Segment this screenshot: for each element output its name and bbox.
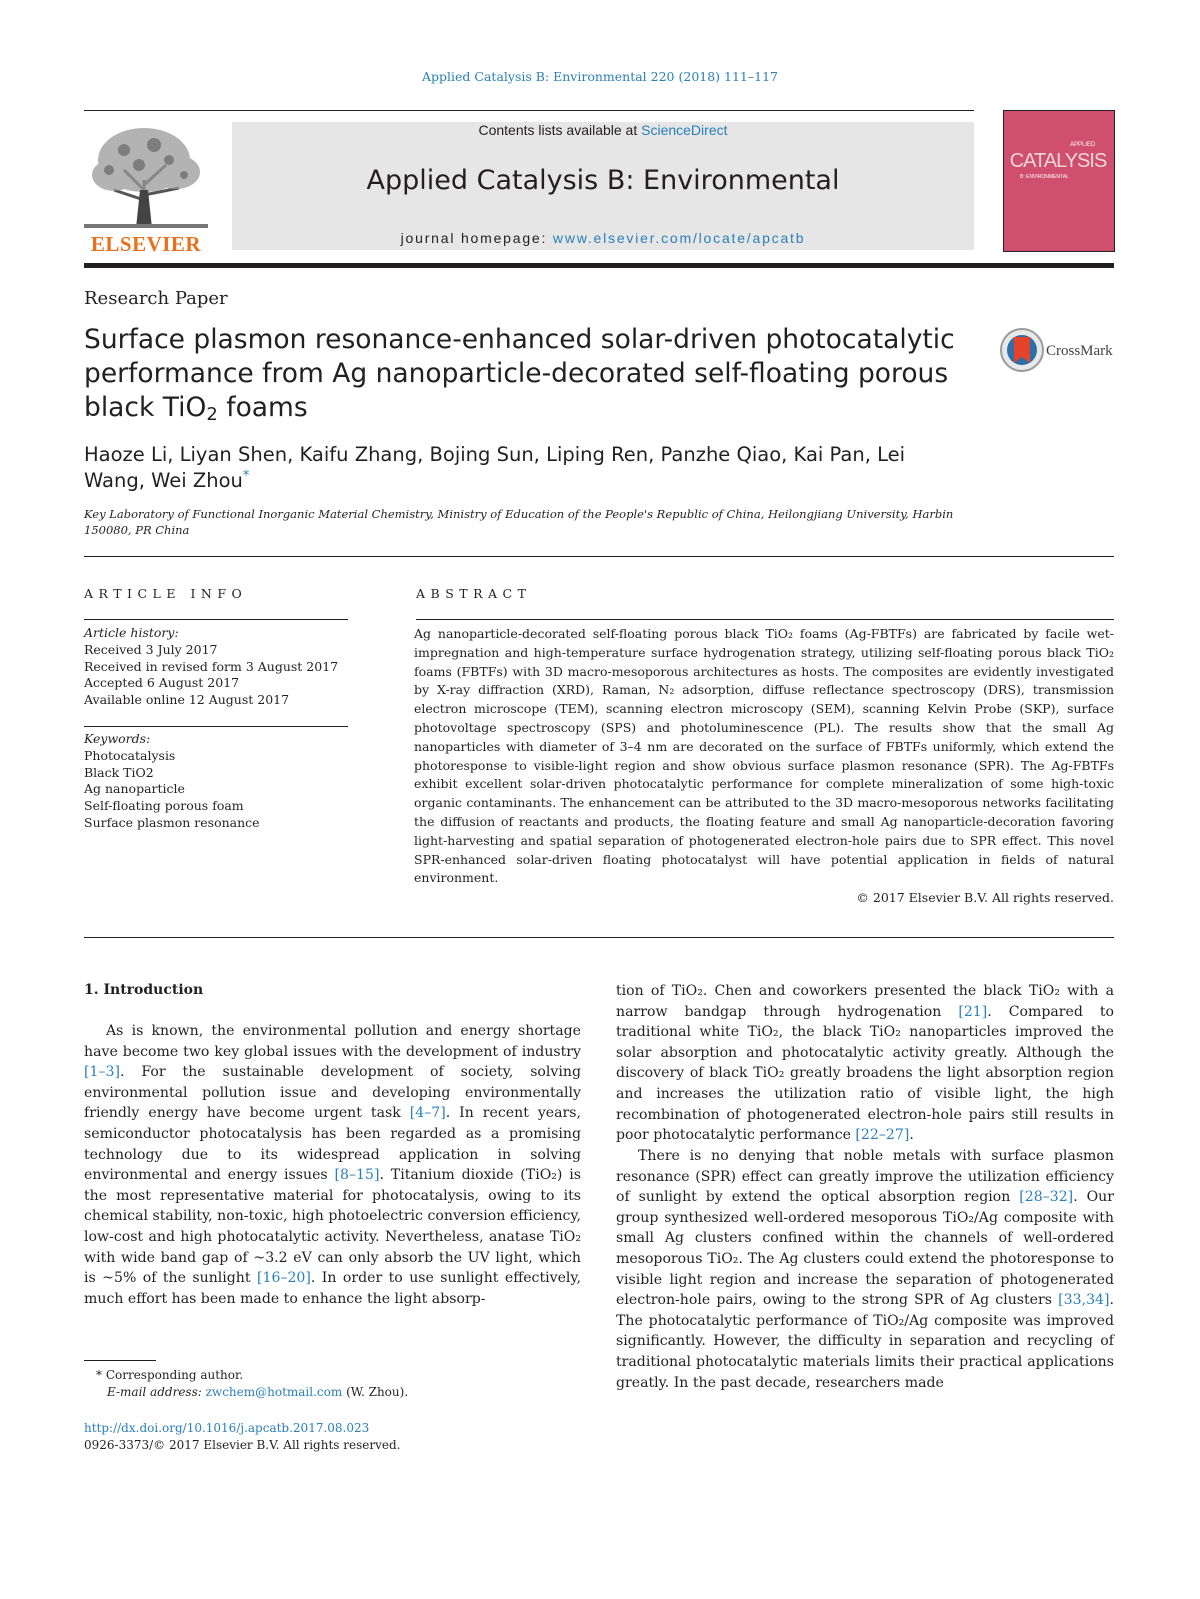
authors-text: Haoze Li, Liyan Shen, Kaifu Zhang, Bojing Sun, Liping Ren, Panzhe Qiao, Kai Pan, Lei Wang, Wei Zhou <box>84 443 906 492</box>
body-text: . Titanium dioxide (TiO₂) is the most representative material for photocatalysis, owing to its chemical stability, non-toxic, high photoelectric conversion efficiency, low-cost and high photocatalytic activity. Nevertheless, anatase TiO₂ with wide band gap of ~3.2 eV can only absorb the UV light, which is ~5% of the sunlight <box>84 1167 581 1287</box>
journal-homepage-line <box>232 230 974 246</box>
body-text: tion of TiO₂. Chen and coworkers presented the black TiO₂ with a narrow bandgap through hydrogenation <box>616 983 1114 1020</box>
body-text: . The photocatalytic performance of TiO₂/Ag composite was improved significantly. However, the difficulty in separation and recycling of traditional photocatalytic materials limits their practical applications greatly. In the past decade, researchers made <box>616 1292 1114 1391</box>
body-text: . Compared to traditional white TiO₂, the black TiO₂ nanoparticles improved the solar absorption and photocatalytic activity greatly. Although the discovery of black TiO₂ greatly broadens the light absorption region and increases the utilization ratio of visible light, the high recombination of photogenerated electron-hole pairs still results in poor photocatalytic performance <box>616 1003 1115 1144</box>
reference-link[interactable]: [33,34] <box>1058 1292 1110 1309</box>
body-text: . For the sustainable development of society, solving environmental pollution issue and developing environmentally friendly energy have become urgent task <box>84 1064 581 1122</box>
corresponding-author-note: * Corresponding author. <box>96 1368 244 1382</box>
history-item: Received in revised form 3 August 2017 <box>84 658 339 674</box>
reference-link[interactable]: [8–15] <box>334 1167 380 1184</box>
title-subscript: 2 <box>206 403 218 425</box>
history-item: Available online 12 August 2017 <box>84 692 290 708</box>
abstract-text: Ag nanoparticle-decorated self-floating porous black TiO₂ foams (Ag-FBTFs) are fabricated by facile wet-impregnation and high-temperature surface hydrogenation strategy, utilizing self-floating porous black TiO₂ foams (FBTFs) with 3D macro-mesoporous architectures as hosts. The composites are evidently investigated by X-ray diffraction (XRD), Raman, N₂ adsorption, diffuse reflectance spectroscopy (DRS), transmission electron microscope (TEM), scanning electron microscopy (SEM), scanning Kelvin Probe (SKP), surface photovoltage spectroscopy (SPS) and photoluminescence (PL). The results show that the small Ag nanoparticles with diameter of 3–4 nm are decorated on the surface of FBTFs uniformly, which extend the photoresponse to visible-light region and show obvious surface plasmon resonance (SPR). The Ag-FBTFs exhibit excellent solar-driven photocatalytic performance for complete mineralization of some high-toxic organic contaminants. The enhancement can be attributed to the 3D macro-mesoporous networks facilitating the diffusion of reactants and products, the floating feature and small Ag nanoparticle-decoration favoring light-harvesting and spatial separation of photogenerated electron-hole pairs due to SPR effect. This novel SPR-enhanced solar-driven floating photocatalyst will have potential application in fields of natural environment. <box>414 626 1114 886</box>
affiliation: Key Laboratory of Functional Inorganic Material Chemistry, Ministry of Education of the People's Republic of China, Heilongjiang University, Harbin 150080, PR China <box>84 507 954 537</box>
homepage-link[interactable]: www.elsevier.com/locate/apcatb <box>552 230 806 246</box>
divider <box>84 937 1114 938</box>
intro-paragraph-1-continued <box>616 981 1114 1146</box>
title-end: foams <box>217 392 308 423</box>
body-text: . In order to use sunlight effectively, much effort has been made to enhance the light absorp- <box>84 1270 581 1307</box>
cover-title: CATALYSIS <box>1009 150 1107 172</box>
body-text: . Our group synthesized well-ordered mesoporous TiO₂/Ag composite with small Ag clusters confined within the channels of well-ordered mesoporous TiO₂. The Ag clusters could extend the photoresponse to visible light region and increase the separation of photogenerated electron-hole pairs, owing to the strong SPR of Ag clusters <box>616 1189 1114 1309</box>
divider <box>84 619 348 620</box>
divider <box>84 556 1114 557</box>
journal-citation[interactable]: Applied Catalysis B: Environmental 220 (2018) 111–117 <box>422 69 778 84</box>
divider <box>84 726 348 727</box>
body-text: . In recent years, semiconductor photocatalysis has been regarded as a promising technology due to its widespread application in solving environmental and energy issues <box>84 1105 581 1184</box>
email-link[interactable]: zwchem@hotmail.com <box>205 1385 343 1399</box>
email-suffix: (W. Zhou). <box>342 1385 409 1399</box>
intro-paragraph-2 <box>616 1146 1114 1393</box>
article-history <box>84 625 348 709</box>
keyword-item: Surface plasmon resonance <box>84 814 260 830</box>
cover-subtitle: B: ENVIRONMENTAL <box>1020 174 1069 180</box>
body-text: . <box>909 1127 914 1144</box>
email-note <box>107 1384 408 1400</box>
reference-link[interactable]: [21] <box>958 1003 988 1020</box>
homepage-prefix: journal homepage: <box>400 230 553 246</box>
keywords-label: Keywords: <box>84 731 151 746</box>
intro-paragraph-1 <box>84 1021 581 1309</box>
reference-link[interactable]: [28–32] <box>1019 1189 1074 1206</box>
keyword-item: Black TiO2 <box>84 764 154 780</box>
email-label: E-mail address: <box>107 1385 206 1399</box>
doi-link[interactable]: http://dx.doi.org/10.1016/j.apcatb.2017.08.023 <box>84 1421 370 1435</box>
body-text: There is no denying that noble metals with surface plasmon resonance (SPR) effect can greatly improve the utilization efficiency of sunlight by extend the optical absorption region <box>616 1148 1114 1206</box>
crossmark-label[interactable]: CrossMark <box>1046 343 1113 359</box>
divider <box>416 619 1114 620</box>
keyword-item: Ag nanoparticle <box>84 781 185 797</box>
article-type: Research Paper <box>84 288 228 309</box>
article-title <box>84 323 964 425</box>
contents-prefix: Contents lists available at <box>478 122 642 138</box>
history-label: Article history: <box>84 625 179 640</box>
header-thick-rule <box>84 263 1114 268</box>
issn-copyright: 0926-3373/© 2017 Elsevier B.V. All rights reserved. <box>84 1438 401 1452</box>
elsevier-wordmark: ELSEVIER <box>90 232 202 256</box>
history-item: Received 3 July 2017 <box>84 641 218 657</box>
reference-link[interactable]: [22–27] <box>855 1127 910 1144</box>
reference-link[interactable]: [4–7] <box>409 1105 446 1122</box>
sciencedirect-link[interactable]: ScienceDirect <box>641 122 728 138</box>
header-rule <box>84 110 974 111</box>
body-text: As is known, the environmental pollution and energy shortage have become two key global issues with the development of industry <box>84 1023 581 1060</box>
reference-link[interactable]: [16–20] <box>256 1270 311 1287</box>
footnote-rule <box>84 1360 156 1361</box>
author-list <box>84 442 964 494</box>
keywords <box>84 731 348 832</box>
abstract-heading: ABSTRACT <box>416 586 532 601</box>
journal-cover-thumbnail[interactable] <box>1003 110 1115 252</box>
title-main: Surface plasmon resonance-enhanced solar-driven photocatalytic performance from Ag nanoparticle-decorated self-floating porous black TiO <box>84 324 955 423</box>
section-heading-introduction: 1. Introduction <box>84 982 204 998</box>
cover-top-text: APPLIED <box>1070 142 1096 148</box>
reference-link[interactable]: [1–3] <box>84 1064 120 1081</box>
corresponding-author-mark[interactable]: * <box>242 468 250 484</box>
abstract-copyright: © 2017 Elsevier B.V. All rights reserved. <box>856 890 1114 905</box>
contents-line <box>232 122 974 138</box>
journal-name: Applied Catalysis B: Environmental <box>366 165 840 196</box>
keyword-item: Photocatalysis <box>84 747 176 763</box>
history-item: Accepted 6 August 2017 <box>84 675 240 691</box>
keyword-item: Self-floating porous foam <box>84 798 244 814</box>
article-info-heading: ARTICLE INFO <box>84 586 248 601</box>
